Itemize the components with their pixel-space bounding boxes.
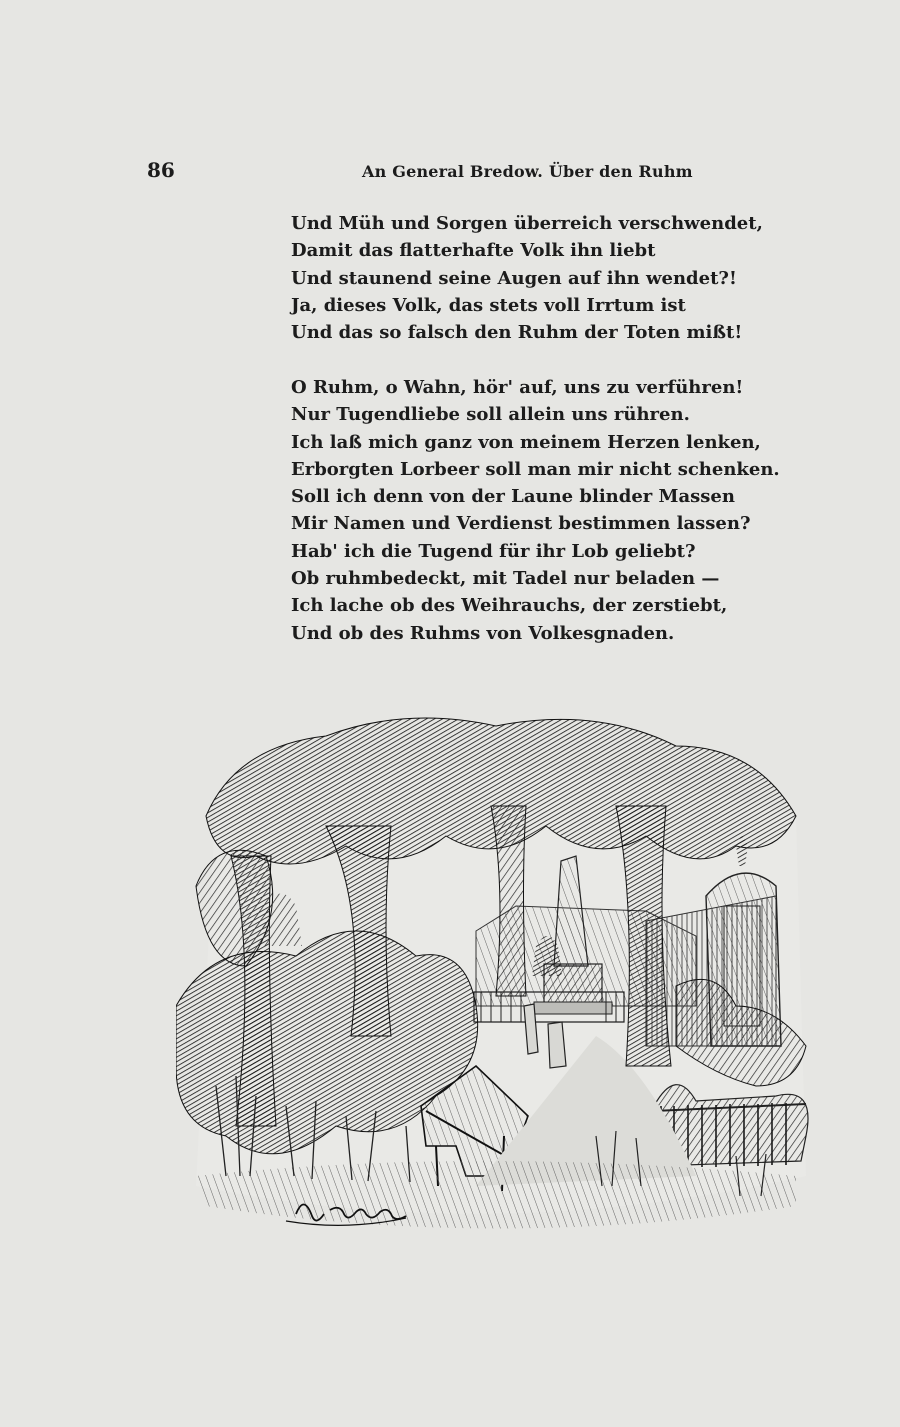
poem-line: Nur Tugendliebe soll allein uns rühren. (291, 404, 690, 426)
page-number: 86 (147, 158, 175, 182)
poem-line: Mir Namen und Verdienst bestimmen lassen? (291, 513, 751, 535)
poem-line: Ich laß mich ganz von meinem Herzen lenken, (291, 431, 761, 453)
poem-line: Erborgten Lorbeer soll man mir nicht schenken. (291, 458, 780, 480)
poem-stanza (291, 210, 763, 346)
graveyard-illustration (176, 706, 816, 1251)
poem-line: Und das so falsch den Ruhm der Toten mißt! (291, 322, 743, 344)
running-head: An General Bredow. Über den Ruhm (362, 162, 693, 181)
poem-line: Ob ruhmbedeckt, mit Tadel nur beladen — (291, 568, 720, 590)
poem-line: Damit das flatterhafte Volk ihn liebt (291, 240, 656, 262)
poem-stanza (291, 374, 780, 647)
poem-line: Ja, dieses Volk, das stets voll Irrtum ist (291, 294, 686, 316)
poem-line: Und ob des Ruhms von Volkesgnaden. (291, 622, 675, 644)
poem-line: Und Müh und Sorgen überreich verschwendet, (291, 213, 763, 234)
poem-line: Und staunend seine Augen auf ihn wendet?! (291, 267, 737, 289)
poem-line: Soll ich denn von der Laune blinder Massen (291, 486, 735, 508)
poem-line: Ich lache ob des Weihrauchs, der zerstiebt, (291, 595, 728, 617)
poem-line: O Ruhm, o Wahn, hör' auf, uns zu verführen! (291, 377, 744, 398)
poem-line: Hab' ich die Tugend für ihr Lob geliebt? (291, 540, 696, 562)
